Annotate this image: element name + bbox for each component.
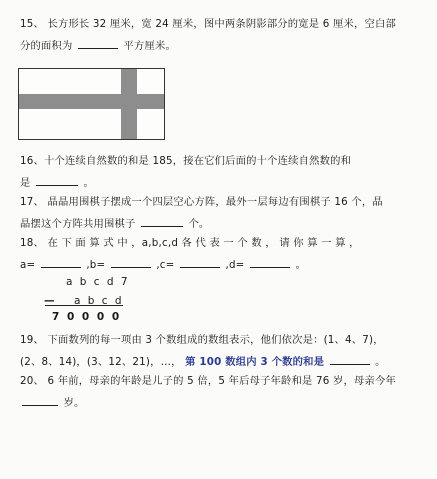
q16-answer-blank[interactable] — [36, 175, 78, 186]
q19-text-before: (2、8、14)，(3、12、21)，…， — [20, 356, 182, 368]
q18-c-label: ,c= — [156, 259, 175, 271]
q19-text-after: 。 — [375, 356, 386, 368]
q15-line2 — [20, 38, 176, 52]
vertical-shaded-band — [121, 69, 137, 139]
arith-rule — [45, 305, 123, 306]
q17-answer-blank[interactable] — [141, 216, 183, 227]
q19-line1: 19、 下面数列的每一项由 3 个数组成的数组表示，他们依次是：(1、4、7)， — [20, 334, 384, 346]
q18-d-label: ,d= — [225, 259, 245, 271]
q18-c-blank[interactable] — [180, 257, 220, 268]
minus-sign: — — [44, 295, 55, 307]
q18-d-blank[interactable] — [250, 257, 290, 268]
q15-text-after: 平方厘米。 — [123, 40, 176, 52]
q20-answer-blank[interactable] — [22, 395, 58, 406]
q18-a-label: a= — [20, 259, 36, 271]
q18-line1: 18、 在 下 面 算 式 中 ，a,b,c,d 各 代 表 一 个 数 ， 请 你 算 一 算 ， — [20, 237, 360, 249]
q18-b-label: ,b= — [86, 259, 106, 271]
q15-line1: 15、 长方形长 32 厘米，宽 24 厘米，图中两条阴影部分的宽是 6 厘米，空白部 — [20, 18, 396, 30]
q19-handwritten-text: 第 100 数组内 3 个数的和是 — [185, 356, 325, 368]
q20-line1: 20、 6 年前，母亲的年龄是儿子的 5 倍，5 年后母子年龄和是 76 岁，母亲今年 — [20, 375, 396, 387]
q17-line1: 17、 晶晶用围棋子摆成一个四层空心方阵，最外一层每边有围棋子 16 个，晶 — [20, 196, 383, 208]
q16-text-before: 是 — [20, 177, 31, 189]
q17-text-before: 晶摆这个方阵共用围棋子 — [20, 218, 136, 230]
q18-end: 。 — [295, 259, 306, 271]
arith-row2: a b c d — [74, 295, 124, 307]
q18-answers-line — [20, 257, 306, 271]
q16-line1: 16、十个连续自然数的和是 185，接在它们后面的十个连续自然数的和 — [20, 155, 352, 167]
q19-answer-blank[interactable] — [330, 354, 370, 365]
q18-b-blank[interactable] — [111, 257, 151, 268]
rectangle-figure — [18, 68, 165, 140]
q20-line2 — [20, 395, 84, 409]
q18-a-blank[interactable] — [41, 257, 81, 268]
q16-text-after: 。 — [83, 177, 94, 189]
q17-line2 — [20, 216, 209, 230]
q19-line2 — [20, 354, 386, 368]
arith-row1: a b c d 7 — [66, 276, 130, 288]
q20-text-after: 岁。 — [63, 397, 85, 409]
arith-result: 7 0 0 0 0 — [52, 311, 122, 323]
horizontal-shaded-band — [19, 94, 164, 109]
q17-text-after: 个。 — [188, 218, 210, 230]
q16-line2 — [20, 175, 94, 189]
q15-answer-blank[interactable] — [78, 38, 118, 49]
q15-text-before: 分的面积为 — [20, 40, 73, 52]
